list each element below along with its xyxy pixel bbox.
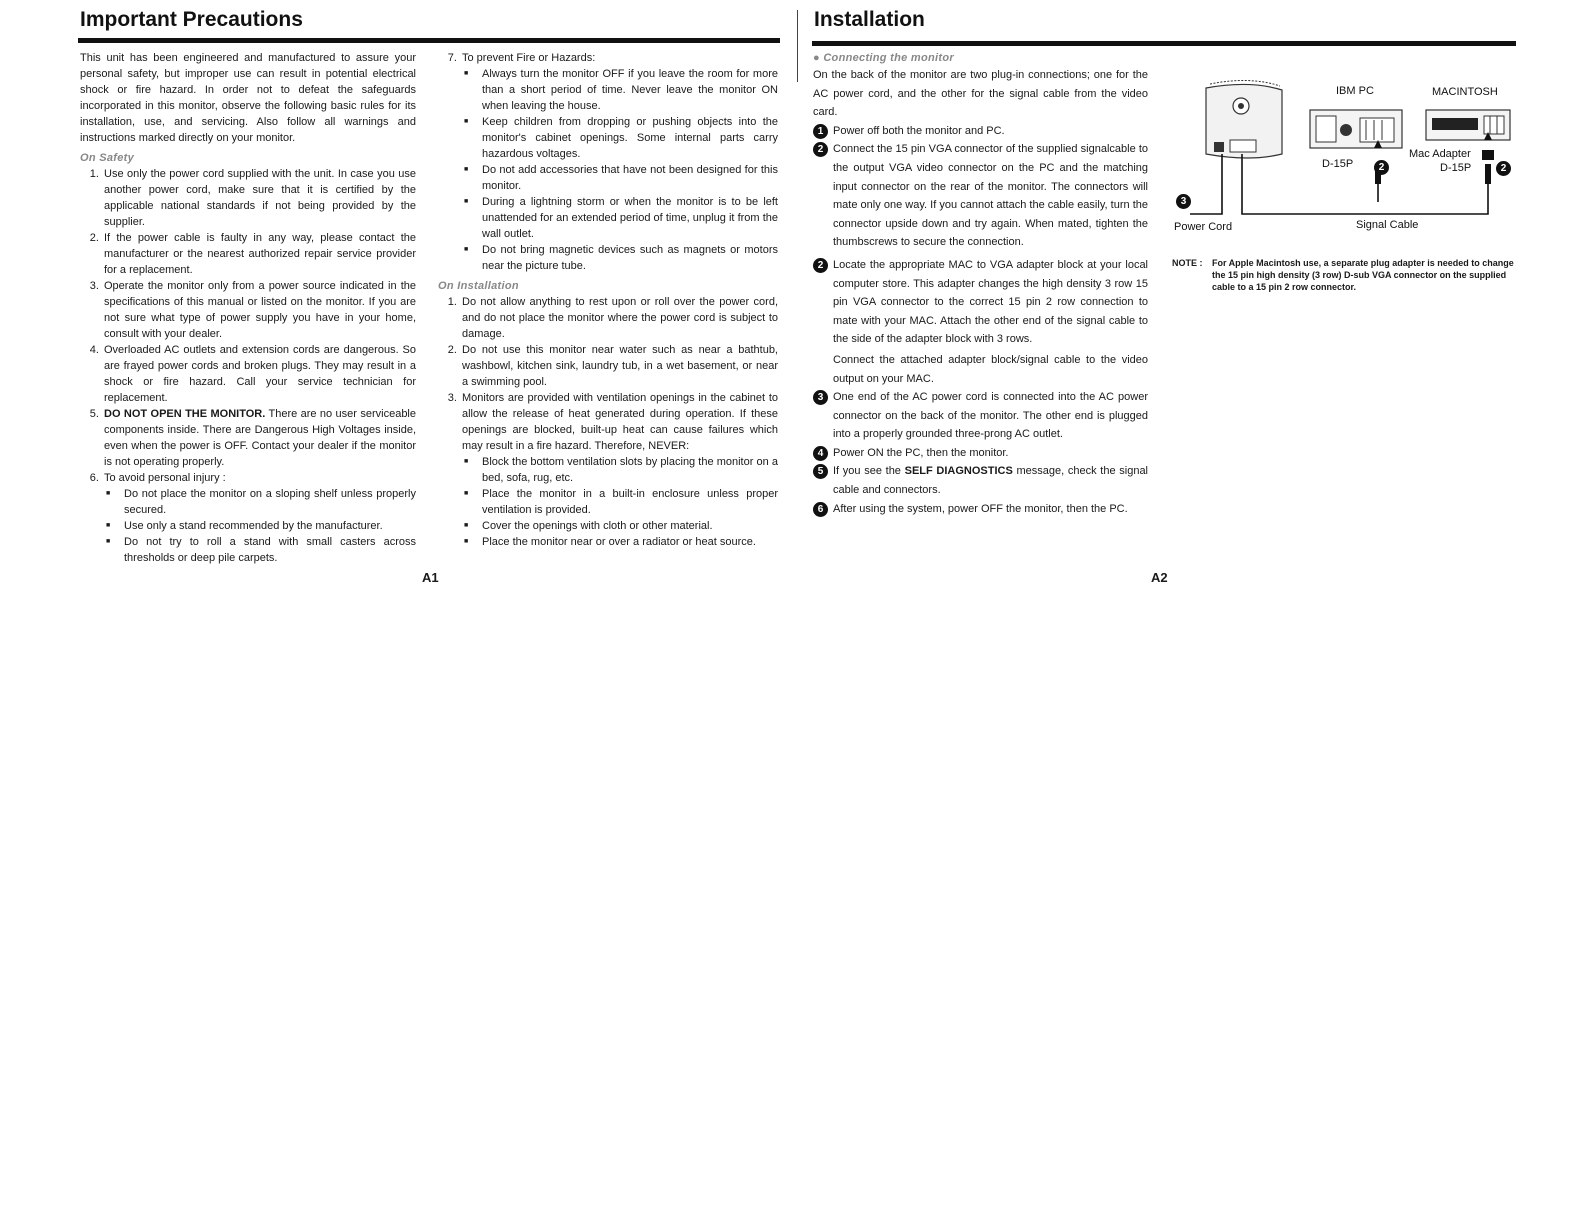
page-number-a1: A1 [422,570,439,585]
list-item-text: There are no user serviceable components inside. There are Dangerous High Voltages inside, even when the power is OFF. Contact your dealer if the monitor is not operating properly. [104,408,416,468]
connecting-heading: ● Connecting the monitor [813,52,954,64]
left-column-2 [438,50,778,550]
list-item-text: To avoid personal injury : [104,472,226,484]
note-label: NOTE : [1172,258,1203,268]
list-item [460,390,778,550]
step-number-badge: 2 [813,258,828,273]
safety-heading: On Safety [80,152,135,164]
macintosh-icon [1426,110,1510,140]
step-2-mac-cont [813,351,1148,388]
warning-text: DO NOT OPEN THE MONITOR. [104,408,266,420]
page-number-a2: A2 [1151,570,1168,585]
mac-adapter-label: Mac Adapter [1409,148,1471,160]
step-number-badge: 4 [813,446,828,461]
step-number-badge: 1 [813,124,828,139]
note-text: For Apple Macintosh use, a separate plug adapter is needed to change the 15 pin high density (3 row) D-sub VGA connector on the supplied cable to a 15 pin 2 row connector. [1212,258,1514,292]
list-item-text: Monitors are provided with ventilation openings in the cabinet to allow the release of heat generated during operation. If these openings are blocked, built-up heat can cause failures which may result in a fire hazard. Therefore, NEVER: [462,392,778,452]
list-item: 3. Operate the monitor only from a power source indicated in the specifications of this manual or listed on the monitor. If you are not sure what type of power supply you have in your home, consult with your dealer. [102,278,416,342]
diagram-note [1172,257,1516,293]
monitor-rear-icon [1206,80,1282,158]
ibm-pc-icon [1310,110,1402,148]
step-4 [813,444,1148,463]
precautions-intro: This unit has been engineered and manufactured to assure your personal safety, but improper use can result in potential electrical shock or fire hazard. In order not to defeat the safeguards incorporated in this monitor, observe the following basic rules for its installation, use, and servicing. Also follow all warnings and instructions marked directly on your monitor. [80,52,416,144]
list-item: ■ Do not add accessories that have not been designed for this monitor. [482,162,778,194]
list-item [102,470,416,566]
step-number-badge: 3 [813,390,828,405]
step-2 [813,140,1148,252]
page-divider [797,10,798,82]
list-item [102,406,416,470]
step-5 [813,462,1148,499]
list-item: ■ Place the monitor in a built-in enclosure unless proper ventilation is provided. [482,486,778,518]
step-text: message, check the signal cable and connectors. [833,465,1149,497]
list-item: 1. Use only the power cord supplied with the unit. In case you use another power cord, make sure that it is certified by the applicable national standards if not being provided by the supplier. [102,166,416,230]
list-item: 4. Overloaded AC outlets and extension cords are dangerous. So are frayed power cords and broken plugs. They may result in a shock or fire hazard. Call your service technician for replacement. [102,342,416,406]
installation-list [438,294,778,550]
callout-badge: 2 [1374,160,1389,175]
safety-list [80,166,416,566]
macintosh-label: MACINTOSH [1432,86,1498,98]
step-3 [813,388,1148,444]
connecting-intro: On the back of the monitor are two plug-in connections; one for the AC power cord, and the other for the signal cable from the video card. [813,69,1148,119]
step-1 [813,122,1148,141]
step-number-badge: 5 [813,464,828,479]
step-6 [813,500,1148,519]
injury-bullets [104,486,416,566]
step-text: Locate the appropriate MAC to VGA adapter block at your local computer store. This adapter changes the high density 3 row 15 pin VGA connector to the correct 15 pin 2 row connection to mate with your MAC. Attach the other end of the signal cable to the side of the adapter block with 3 rows. [833,258,1148,346]
installation-heading: On Installation [438,280,519,292]
right-column-text [813,50,1148,518]
list-item: 2. If the power cable is faulty in any way, please contact the manufacturer or the nearest authorized repair service provider for a replacement. [102,230,416,278]
connecting-heading-text: Connecting the monitor [823,52,954,64]
list-item: ■ Place the monitor near or over a radiator or heat source. [482,534,778,550]
step-text: One end of the AC power cord is connected into the AC power connector on the back of the monitor. The other end is plugged into a properly grounded three-prong AC outlet. [833,391,1148,441]
step-text: Connect the 15 pin VGA connector of the supplied signalcable to the output VGA video connector on the PC and the matching input connector on the rear of the monitor. The connectors will mate only one way. If you cannot attach the cable easily, turn the connector upside down and try again. When mated, tighten the thumbscrews to secure the connection. [833,143,1148,249]
list-item: ■ During a lightning storm or when the monitor is to be left unattended for an extended period of time, unplug it from the wall outlet. [482,194,778,242]
right-title-rule [812,41,1516,46]
list-item: ■ Cover the openings with cloth or other material. [482,518,778,534]
callout-badge: 2 [1496,161,1511,176]
list-item: ■ Keep children from dropping or pushing objects into the monitor's cabinet openings. Some internal parts carry hazardous voltages. [482,114,778,162]
step-text: If you see the [833,465,905,478]
right-page-title: Installation [814,8,925,31]
ventilation-bullets [462,454,778,550]
list-item: ■ Use only a stand recommended by the manufacturer. [124,518,416,534]
connection-diagram [1170,76,1520,246]
list-item [460,50,778,274]
list-item: ■ Do not bring magnetic devices such as magnets or motors near the picture tube. [482,242,778,274]
list-item-text: To prevent Fire or Hazards: [462,52,596,64]
list-item: ■ Do not try to roll a stand with small casters across thresholds or deep pile carpets. [124,534,416,566]
step-text: Connect the attached adapter block/signal cable to the video output on your MAC. [833,353,1148,385]
list-item: 1. Do not allow anything to rest upon or roll over the power cord, and do not place the monitor where the power cord is subject to damage. [460,294,778,342]
left-page-title: Important Precautions [80,8,303,31]
step-text: After using the system, power OFF the monitor, then the PC. [833,502,1128,515]
step-number-badge: 2 [813,142,828,157]
list-item: ■ Do not place the monitor on a sloping shelf unless properly secured. [124,486,416,518]
list-item: 2. Do not use this monitor near water such as near a bathtub, washbowl, kitchen sink, laundry tub, in a wet basement, or near a swimming pool. [460,342,778,390]
d15p-label-mac: D-15P [1440,162,1472,174]
list-item: ■ Always turn the monitor OFF if you leave the room for more than a short period of time. Never leave the monitor ON when leaving the house. [482,66,778,114]
list-item: ■ Block the bottom ventilation slots by placing the monitor on a bed, sofa, rug, etc. [482,454,778,486]
safety-list-cont [438,50,778,274]
step-2-mac [813,256,1148,349]
signal-cable-label: Signal Cable [1356,219,1419,231]
callout-badge: 3 [1176,194,1191,209]
d15p-label-pc: D-15P [1322,158,1354,170]
power-cord-label: Power Cord [1174,221,1233,233]
step-number-badge: 6 [813,502,828,517]
step-text: Power off both the monitor and PC. [833,124,1005,137]
step-text-bold: SELF DIAGNOSTICS [904,465,1013,478]
step-text: Power ON the PC, then the monitor. [833,446,1009,459]
ibm-pc-label: IBM PC [1336,85,1374,97]
left-title-rule [78,38,780,43]
left-column-1 [80,50,416,566]
fire-bullets [462,66,778,274]
